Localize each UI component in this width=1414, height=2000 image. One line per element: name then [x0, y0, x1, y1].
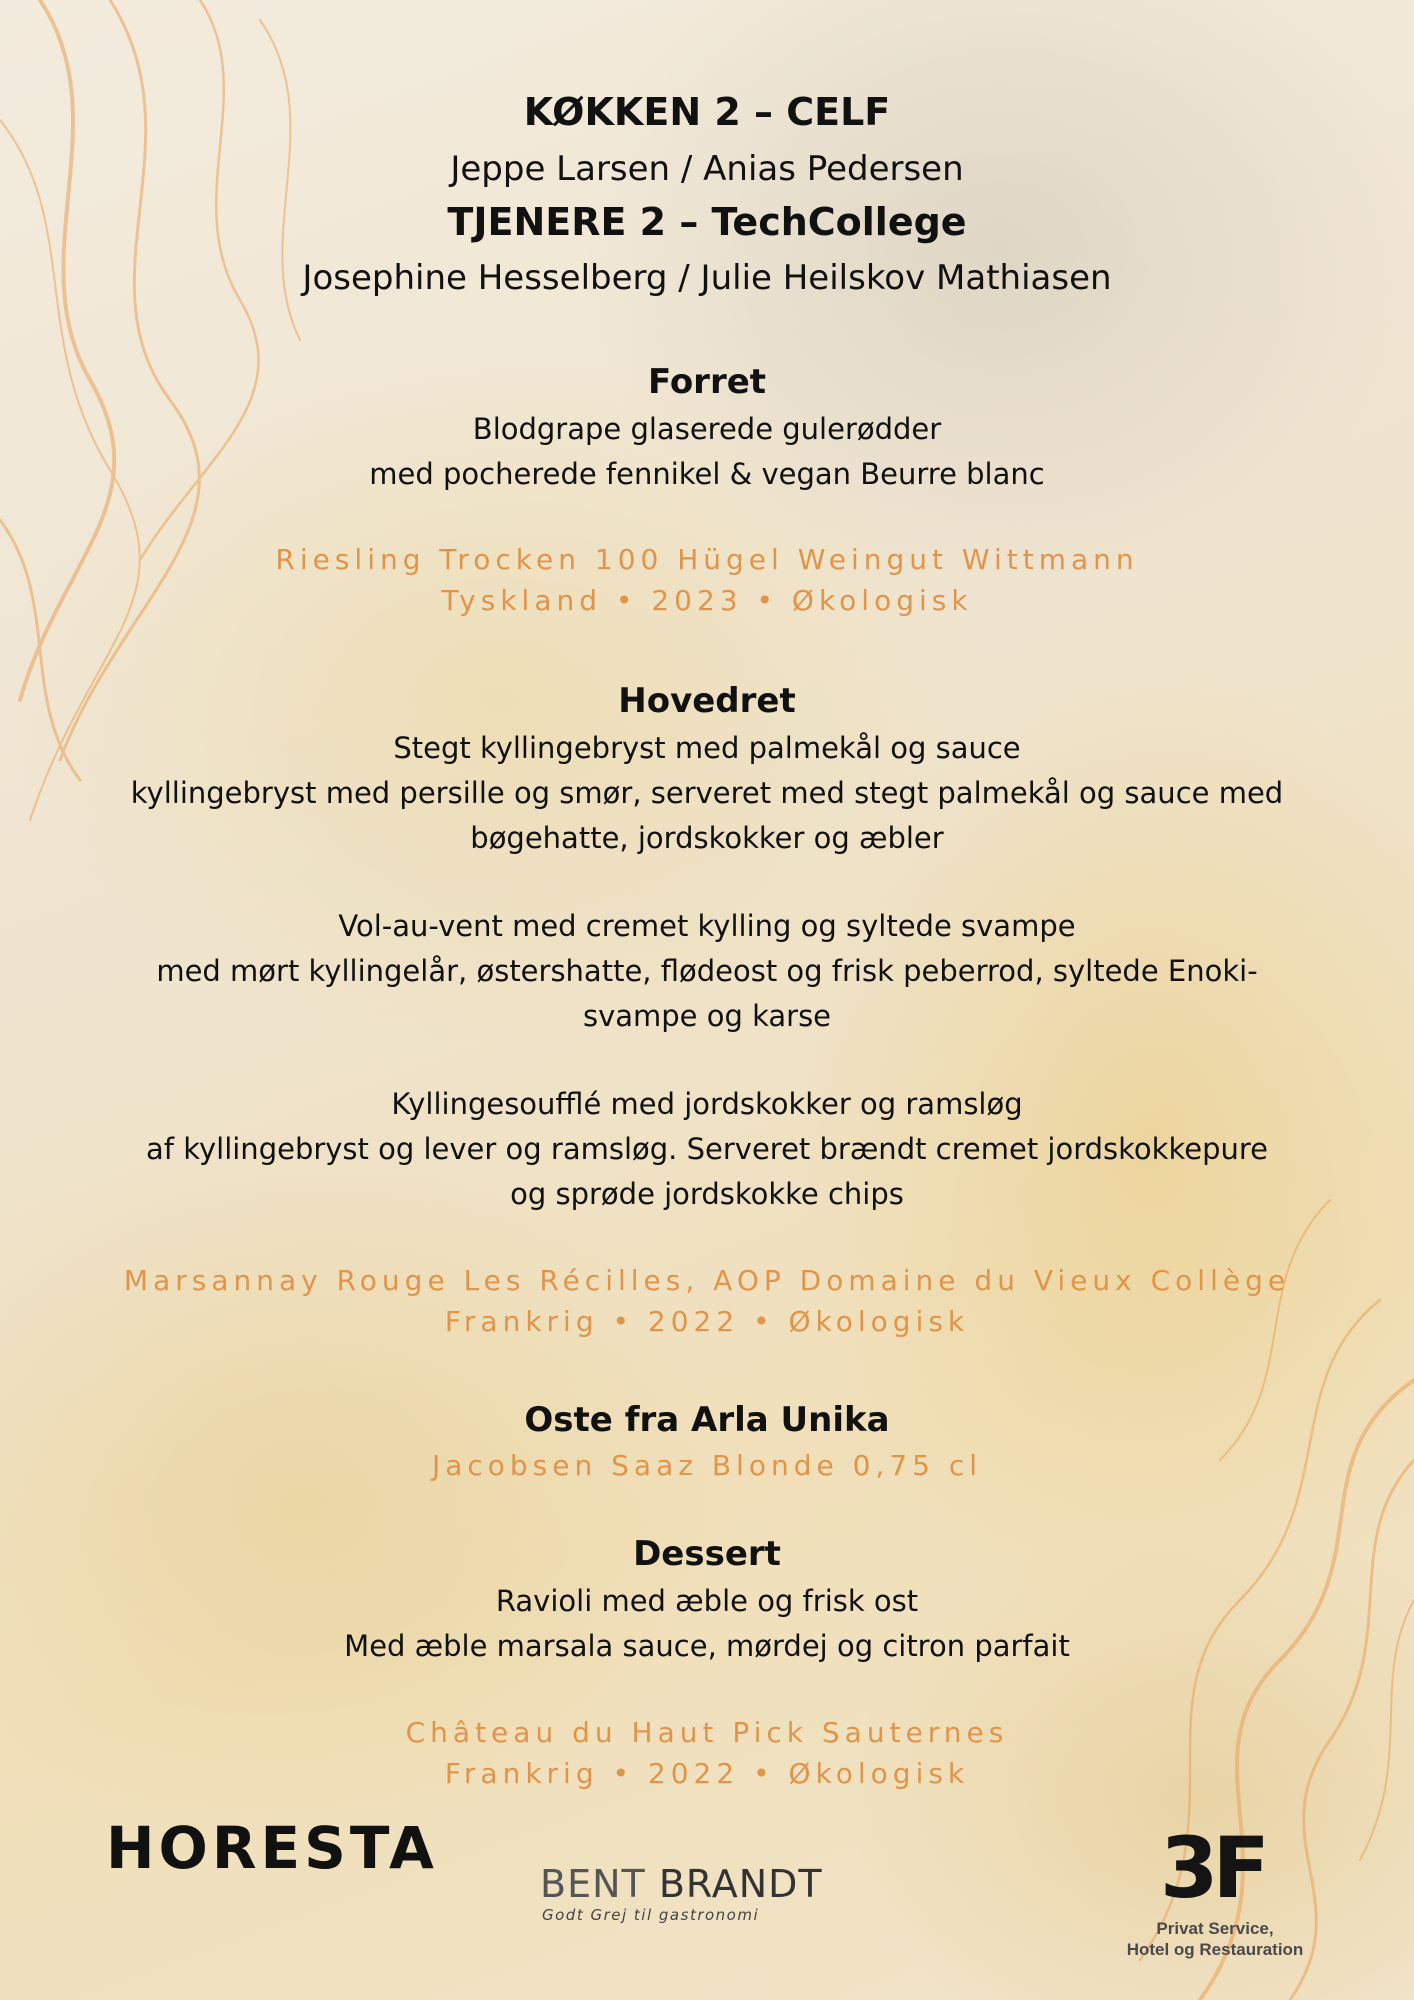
hovedret-dish1-desc2: bøgehatte, jordskokker og æbler — [470, 821, 944, 855]
hovedret-dish1-name: Stegt kyllingebryst med palmekål og sauce — [393, 731, 1021, 765]
horesta-logo — [106, 1810, 438, 1890]
oste-title: Oste fra Arla Unika — [524, 1400, 890, 1440]
hovedret-wine-name: Marsannay Rouge Les Récilles, AOP Domaine du Vieux Collège — [123, 1264, 1291, 1297]
hovedret-wine-details: Frankrig • 2022 • Økologisk — [444, 1305, 970, 1338]
hovedret-dish2-desc2: svampe og karse — [582, 999, 832, 1033]
hovedret-dish3-desc2: og sprøde jordskokke chips — [510, 1177, 904, 1211]
kitchen-names: Jeppe Larsen / Anias Pedersen — [450, 149, 964, 189]
dessert-dish-line1: Ravioli med æble og frisk ost — [495, 1584, 919, 1618]
forret-dish-line1: Blodgrape glaserede gulerødder — [472, 412, 942, 446]
bent-brandt-bold: BRANDT — [658, 1862, 823, 1906]
threef-mark: 3F — [1160, 1819, 1264, 1917]
forret-wine-name: Riesling Trocken 100 Hügel Weingut Wittmann — [275, 543, 1139, 576]
hovedret-dish2-name: Vol-au-vent med cremet kylling og syltede svampe — [338, 909, 1076, 943]
hovedret-dish3-name: Kyllingesoufflé med jordskokker og ramsløg — [391, 1087, 1023, 1121]
waiters-title: TJENERE 2 – TechCollege — [447, 200, 967, 244]
dessert-title: Dessert — [633, 1534, 781, 1574]
hovedret-dish3-desc1: af kyllingebryst og lever og ramsløg. Serveret brændt cremet jordskokkepure — [146, 1132, 1268, 1166]
bent-brandt-logo — [540, 1862, 900, 1922]
kitchen-title: KØKKEN 2 – CELF — [523, 90, 891, 134]
hovedret-dish1-desc1: kyllingebryst med persille og smør, serveret med stegt palmekål og sauce med — [130, 776, 1284, 810]
bent-brandt-tagline: Godt Grej til gastronomi — [542, 1906, 760, 1924]
horesta-wordmark: HORESTA — [106, 1814, 438, 1882]
forret-title: Forret — [647, 362, 767, 402]
forret-dish-line2: med pocherede fennikel & vegan Beurre blanc — [369, 457, 1045, 491]
bent-brandt-light: BENT — [540, 1862, 646, 1906]
hovedret-title: Hovedret — [618, 681, 796, 721]
hovedret-dish2-desc1: med mørt kyllingelår, østershatte, flødeost og frisk peberrod, syltede Enoki- — [156, 954, 1258, 988]
threef-logo — [1110, 1819, 1320, 1966]
forret-wine-details: Tyskland • 2023 • Økologisk — [441, 584, 973, 617]
threef-subtitle-line1: Privat Service, — [1156, 1919, 1274, 1938]
dessert-dish-line2: Med æble marsala sauce, mørdej og citron parfait — [344, 1629, 1070, 1663]
threef-subtitle — [1110, 1918, 1320, 1960]
waiters-names: Josephine Hesselberg / Julie Heilskov Mathiasen — [302, 258, 1112, 298]
dessert-wine-name: Château du Haut Pick Sauternes — [405, 1716, 1009, 1749]
oste-beverage: Jacobsen Saaz Blonde 0,75 cl — [431, 1449, 983, 1482]
dessert-wine-details: Frankrig • 2022 • Økologisk — [444, 1757, 970, 1790]
threef-subtitle-line2: Hotel og Restauration — [1126, 1940, 1304, 1959]
bent-brandt-wordmark — [540, 1862, 823, 1906]
